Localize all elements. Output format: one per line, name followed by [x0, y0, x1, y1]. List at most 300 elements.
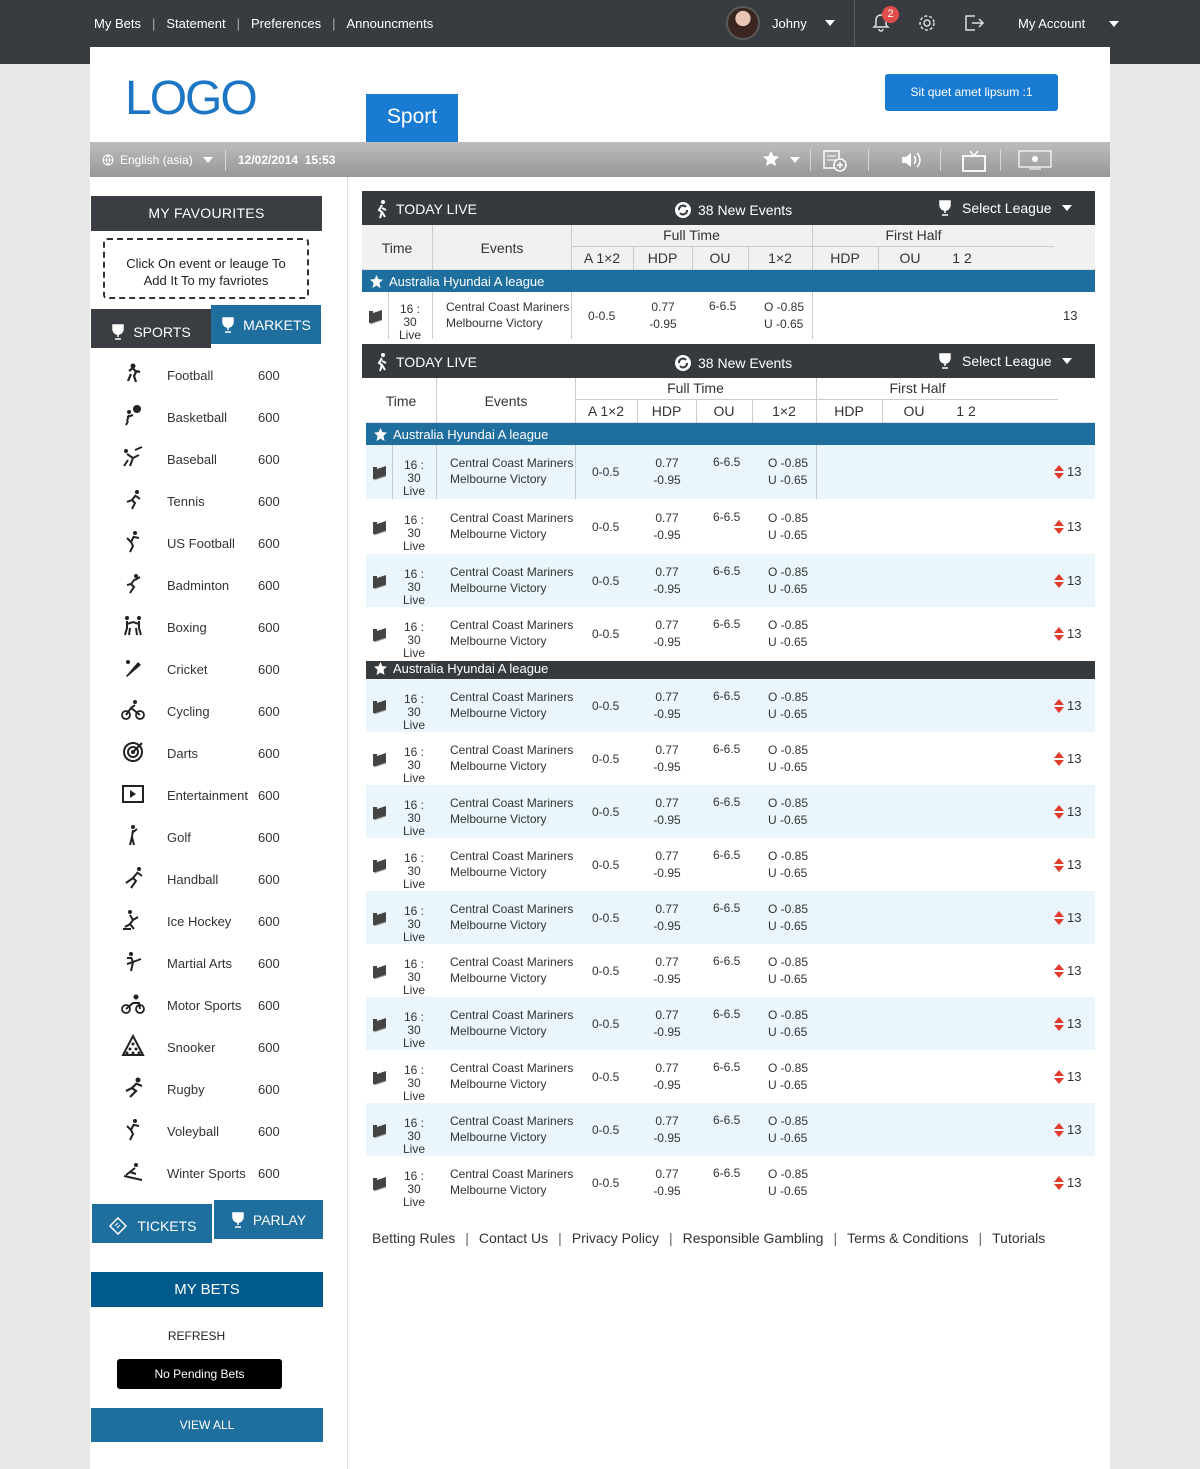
more-markets-count[interactable]: 13 — [1054, 698, 1081, 713]
match-teams[interactable] — [450, 795, 573, 827]
odds-change-icon — [1054, 574, 1064, 588]
match-teams[interactable] — [450, 1060, 573, 1092]
table-row[interactable] — [366, 1050, 1095, 1103]
chevron-down-icon[interactable] — [790, 157, 800, 163]
more-markets-count[interactable]: 13 — [1063, 308, 1078, 323]
odds-hdp[interactable]: 0.77 -0.95 — [653, 565, 681, 596]
sidebar-item-count: 600 — [258, 955, 280, 971]
group-first-half: First Half — [889, 380, 946, 396]
sidebar-item-basketball[interactable] — [91, 396, 322, 438]
odds-over-under[interactable]: O -0.85 U -0.65 — [768, 1008, 809, 1039]
new-events-label[interactable]: 38 New Events — [698, 202, 793, 218]
my-account-menu[interactable] — [1018, 16, 1119, 31]
group-full-time: Full Time — [667, 380, 724, 396]
match-teams[interactable] — [450, 510, 573, 542]
home-team[interactable]: Central Coast Mariners — [450, 1167, 574, 1181]
more-markets-count[interactable]: 13 — [1054, 1175, 1081, 1190]
tab-parlay-label[interactable]: PARLAY — [252, 1211, 307, 1228]
footer-link[interactable]: Terms & Conditions — [847, 1230, 969, 1246]
nav-my-bets[interactable]: My Bets — [94, 16, 141, 31]
home-team[interactable]: Central Coast Mariners — [450, 1008, 574, 1022]
table-row[interactable] — [366, 997, 1095, 1050]
more-markets-count[interactable]: 13 — [1054, 1122, 1081, 1137]
logo[interactable]: LOGO — [125, 72, 256, 125]
tab-markets[interactable] — [211, 305, 321, 344]
sidebar-item-motor-sports[interactable] — [91, 984, 322, 1026]
odds-a12[interactable]: 0-0.5 — [592, 1070, 620, 1084]
runner-icon — [374, 199, 388, 219]
match-teams[interactable] — [450, 564, 573, 596]
refresh-button[interactable]: REFRESH — [167, 1329, 226, 1343]
footer-link[interactable]: Responsible Gambling — [682, 1230, 824, 1246]
odds-over-under[interactable]: O -0.85 U -0.65 — [768, 796, 809, 827]
table-header — [366, 378, 1095, 423]
home-team[interactable]: Central Coast Mariners — [450, 1114, 574, 1128]
odds-ou[interactable]: 6-6.5 — [713, 1060, 741, 1074]
more-markets-count[interactable]: 13 — [1054, 857, 1081, 872]
sidebar-item-baseball[interactable] — [91, 438, 322, 480]
footer-link[interactable]: Privacy Policy — [571, 1230, 659, 1246]
divider — [810, 149, 811, 171]
sidebar-item-count: 600 — [258, 997, 280, 1013]
odds-ou[interactable]: 6-6.5 — [713, 742, 741, 756]
match-time: 16 : 30 Live — [402, 567, 425, 607]
live-stream-icon — [372, 520, 387, 536]
table-row[interactable] — [366, 1103, 1095, 1156]
sidebar-item-count: 600 — [258, 1165, 280, 1181]
col-time: Time — [381, 239, 413, 256]
chevron-down-icon[interactable] — [1062, 205, 1072, 211]
sidebar-item-cricket[interactable] — [91, 648, 322, 690]
tab-parlay[interactable] — [214, 1200, 323, 1239]
sidebar-item-label[interactable]: Winter Sports — [167, 1165, 246, 1181]
select-league-label[interactable]: Select League — [962, 200, 1052, 216]
odds-ou[interactable]: 6-6.5 — [713, 901, 741, 915]
sidebar-item-football[interactable] — [91, 354, 322, 396]
live-stream-icon — [372, 574, 387, 590]
odds-change-icon — [1054, 627, 1064, 641]
away-team[interactable]: Melbourne Victory — [450, 527, 547, 541]
odds-hdp[interactable]: 0.77 -0.95 — [653, 618, 681, 649]
away-team[interactable]: Melbourne Victory — [450, 1130, 547, 1144]
home-team[interactable]: Central Coast Mariners — [450, 565, 574, 579]
match-time: 16 : 30 Live — [398, 302, 421, 342]
chevron-down-icon[interactable] — [203, 157, 213, 163]
odds-hdp[interactable]: 0.77 -0.95 — [653, 743, 681, 774]
match-time: 16 : 30 Live — [402, 1010, 425, 1050]
boxing-icon — [91, 614, 167, 641]
more-markets-count[interactable]: 13 — [1054, 1069, 1081, 1084]
odds-hdp[interactable]: 0.77 -0.95 — [653, 1061, 681, 1092]
away-team[interactable]: Melbourne Victory — [450, 759, 547, 773]
match-teams[interactable] — [450, 689, 573, 721]
avatar[interactable] — [726, 6, 760, 40]
sidebar-item-handball[interactable] — [91, 858, 322, 900]
odds-hdp[interactable]: 0.77 -0.95 — [653, 511, 681, 542]
league-row[interactable] — [362, 270, 1095, 292]
new-events[interactable] — [674, 354, 792, 372]
match-time: 16 : 30 Live — [402, 1116, 425, 1156]
chevron-down-icon[interactable] — [825, 20, 835, 26]
odds-a12[interactable]: 0-0.5 — [592, 1123, 620, 1137]
table-row[interactable] — [362, 292, 1095, 342]
odds-hdp[interactable]: 0.77 -0.95 — [653, 1008, 681, 1039]
sidebar-item-label[interactable]: Ice Hockey — [167, 913, 232, 929]
odds-over-under[interactable]: O -0.85 U -0.65 — [768, 1167, 809, 1198]
odds-change-icon — [1054, 465, 1064, 479]
odds-a12[interactable]: 0-0.5 — [592, 520, 620, 534]
tab-markets-label[interactable]: MARKETS — [243, 316, 311, 333]
logout-icon[interactable] — [963, 13, 985, 33]
star-icon — [374, 428, 387, 441]
sidebar-item-label[interactable]: Basketball — [167, 409, 227, 425]
add-bet-icon[interactable] — [823, 150, 847, 172]
chevron-down-icon[interactable] — [1109, 21, 1119, 27]
odds-over-under[interactable]: O -0.85 U -0.65 — [768, 955, 809, 986]
more-markets-count[interactable]: 13 — [1054, 573, 1081, 588]
footer: Betting Rules | Contact Us | Privacy Policy | Responsible Gambling | Terms & Conditions | Tutorials — [372, 1230, 1046, 1246]
table-row[interactable] — [366, 499, 1095, 554]
sidebar-item-label[interactable]: Handball — [167, 871, 219, 887]
table-row[interactable] — [366, 732, 1095, 785]
tab-sports[interactable] — [91, 309, 211, 348]
nav-preferences[interactable]: Preferences — [251, 16, 322, 31]
match-time: 16 : 30 Live — [402, 692, 425, 732]
odds-a12[interactable]: 0-0.5 — [592, 1176, 620, 1190]
odds-a12[interactable]: 0-0.5 — [592, 858, 620, 872]
odds-a12[interactable]: 0-0.5 — [592, 805, 620, 819]
odds-change-icon — [1054, 858, 1064, 872]
language-value[interactable]: English (asia) — [120, 153, 193, 167]
date-value: 12/02/2014 — [238, 153, 299, 167]
sidebar-item-count: 600 — [258, 1039, 280, 1055]
new-events[interactable] — [674, 201, 792, 219]
live-header — [362, 191, 1095, 225]
monitor-icon[interactable] — [1018, 150, 1052, 170]
odds-hdp[interactable]: 0.77 -0.95 — [653, 1114, 681, 1145]
match-teams[interactable] — [450, 455, 573, 487]
winter-sports-icon — [91, 1160, 167, 1187]
sidebar-item-label[interactable]: Darts — [167, 745, 199, 761]
promo-button[interactable]: Sit quet amet lipsum :1 — [885, 74, 1058, 111]
language-select[interactable] — [102, 153, 213, 167]
more-markets-count[interactable]: 13 — [1054, 464, 1081, 479]
refresh-icon — [674, 354, 692, 372]
match-teams[interactable] — [450, 901, 573, 933]
odds-hdp[interactable]: 0.77 -0.95 — [653, 456, 681, 487]
away-team[interactable]: Melbourne Victory — [450, 812, 547, 826]
live-stream-icon — [372, 911, 387, 927]
odds-a12[interactable]: 0-0.5 — [588, 309, 616, 323]
live-stream-icon — [372, 805, 387, 821]
footer-link[interactable]: Betting Rules — [372, 1230, 456, 1246]
away-team[interactable]: Melbourne Victory — [450, 1077, 547, 1091]
home-team[interactable]: Central Coast Mariners — [450, 618, 574, 632]
match-time: 16 : 30 Live — [402, 513, 425, 553]
odds-hdp[interactable]: 0.77 -0.95 — [653, 690, 681, 721]
sidebar-item-golf[interactable] — [91, 816, 322, 858]
away-team[interactable]: Melbourne Victory — [450, 706, 547, 720]
odds-a12[interactable]: 0-0.5 — [592, 1017, 620, 1031]
odds-a12[interactable]: 0-0.5 — [592, 964, 620, 978]
table-row[interactable] — [366, 445, 1095, 499]
tab-tickets[interactable] — [92, 1204, 212, 1243]
live-header — [362, 344, 1095, 378]
baseball-icon — [91, 446, 167, 473]
sidebar-tabs — [91, 309, 322, 348]
sidebar-item-label[interactable]: Motor Sports — [167, 997, 242, 1013]
star-icon — [370, 275, 383, 288]
odds-ou[interactable]: 6-6.5 — [713, 1166, 741, 1180]
league-name[interactable]: Australia Hyundai A league — [393, 660, 549, 676]
match-teams[interactable] — [450, 1113, 573, 1145]
sidebar-item-label[interactable]: Badminton — [167, 577, 230, 593]
datetime — [238, 153, 335, 167]
odds-over-under[interactable]: O -0.85 U -0.65 — [764, 300, 805, 331]
sidebar-item-label[interactable]: Snooker — [167, 1039, 216, 1055]
table-row[interactable] — [366, 891, 1095, 944]
user-name[interactable]: Johny — [772, 15, 807, 31]
sidebar-item-darts[interactable] — [91, 732, 322, 774]
odds-change-icon — [1054, 1070, 1064, 1084]
sub-col: A 1×2 — [587, 403, 625, 419]
sidebar-item-label[interactable]: Cricket — [167, 661, 208, 677]
divider — [1000, 149, 1001, 171]
tab-sports-label[interactable]: SPORTS — [133, 323, 191, 340]
group-first-half: First Half — [885, 227, 942, 243]
match-teams[interactable] — [450, 617, 573, 649]
view-all-button[interactable]: VIEW ALL — [91, 1408, 323, 1442]
odds-over-under[interactable]: O -0.85 U -0.65 — [768, 690, 809, 721]
odds-over-under[interactable]: O -0.85 U -0.65 — [768, 565, 809, 596]
odds-a12[interactable]: 0-0.5 — [592, 465, 620, 479]
sidebar-item-boxing[interactable] — [91, 606, 322, 648]
odds-over-under[interactable]: O -0.85 U -0.65 — [768, 1061, 809, 1092]
home-team[interactable]: Central Coast Mariners — [450, 743, 574, 757]
home-team[interactable]: Central Coast Mariners — [450, 690, 574, 704]
sidebar-item-snooker[interactable] — [91, 1026, 322, 1068]
match-time: 16 : 30 Live — [402, 851, 425, 891]
more-markets-count[interactable]: 13 — [1054, 1016, 1081, 1031]
sidebar-item-entertainment[interactable] — [91, 774, 322, 816]
match-teams[interactable] — [450, 1166, 573, 1198]
odds-a12[interactable]: 0-0.5 — [592, 911, 620, 925]
nav-announcements[interactable]: Announcments — [346, 16, 434, 31]
sidebar-item-label[interactable]: Football — [167, 367, 214, 383]
tab-tickets-label[interactable]: TICKETS — [137, 1217, 197, 1234]
cycling-icon — [91, 698, 167, 725]
odds-change-icon — [1054, 699, 1064, 713]
more-markets-count[interactable]: 13 — [1054, 910, 1081, 925]
more-markets-count[interactable]: 13 — [1054, 519, 1081, 534]
odds-ou[interactable]: 6-6.5 — [713, 564, 741, 578]
sport-list — [91, 354, 322, 1194]
sidebar-item-voleyball[interactable] — [91, 1110, 322, 1152]
odds-over-under[interactable]: O -0.85 U -0.65 — [768, 456, 809, 487]
sidebar-item-count: 600 — [258, 871, 280, 887]
table-row[interactable] — [366, 944, 1095, 997]
odds-ou[interactable]: 6-6.5 — [713, 1113, 741, 1127]
select-league-label[interactable]: Select League — [962, 353, 1052, 369]
runner-icon — [374, 352, 388, 372]
more-markets-count[interactable]: 13 — [1054, 963, 1081, 978]
live-section — [362, 344, 1095, 1209]
more-markets-count[interactable]: 13 — [1054, 626, 1081, 641]
my-account-label[interactable]: My Account — [1018, 16, 1086, 31]
nav-statement[interactable]: Statement — [166, 16, 226, 31]
away-team[interactable]: Melbourne Victory — [446, 316, 543, 330]
sidebar-item-count: 600 — [258, 787, 280, 803]
away-team[interactable]: Melbourne Victory — [450, 1024, 547, 1038]
league-name[interactable]: Australia Hyundai A league — [393, 426, 549, 442]
odds-over-under[interactable]: O -0.85 U -0.65 — [768, 902, 809, 933]
snooker-icon — [91, 1034, 167, 1061]
home-team[interactable]: Central Coast Mariners — [450, 511, 574, 525]
new-events-label[interactable]: 38 New Events — [698, 355, 793, 371]
my-bets-title: MY BETS — [91, 1272, 323, 1307]
sub-col: OU — [899, 250, 921, 266]
home-team[interactable]: Central Coast Mariners — [450, 849, 574, 863]
odds-hdp[interactable]: 0.77 -0.95 — [653, 902, 681, 933]
sidebar-item-winter-sports[interactable] — [91, 1152, 322, 1194]
odds-ou[interactable]: 6-6.5 — [713, 954, 741, 968]
tv-icon[interactable] — [962, 150, 986, 172]
home-team[interactable]: Central Coast Mariners — [450, 902, 574, 916]
odds-ou[interactable]: 6-6.5 — [713, 455, 741, 469]
volume-icon[interactable] — [900, 150, 922, 170]
league-row[interactable] — [366, 423, 1095, 445]
gear-icon[interactable] — [917, 13, 937, 33]
odds-hdp[interactable]: 0.77 -0.95 — [653, 849, 681, 880]
odds-hdp[interactable]: 0.77 -0.95 — [653, 796, 681, 827]
odds-over-under[interactable]: O -0.85 U -0.65 — [768, 743, 809, 774]
sub-col: OU — [709, 250, 731, 266]
table-row[interactable] — [366, 1156, 1095, 1209]
odds-hdp[interactable]: 0.77 -0.95 — [653, 955, 681, 986]
table-row[interactable] — [366, 785, 1095, 838]
home-team[interactable]: Central Coast Mariners — [450, 955, 574, 969]
select-league-dropdown[interactable] — [938, 200, 1072, 216]
away-team[interactable]: Melbourne Victory — [450, 865, 547, 879]
table-row[interactable] — [366, 679, 1095, 732]
golf-icon — [91, 824, 167, 851]
league-name[interactable]: Australia Hyundai A league — [389, 273, 545, 289]
odds-ou[interactable]: 6-6.5 — [713, 795, 741, 809]
sidebar-item-label[interactable]: Entertainment — [167, 787, 248, 803]
match-teams[interactable] — [450, 848, 573, 880]
odds-a12[interactable]: 0-0.5 — [592, 627, 620, 641]
favourites-drop-zone[interactable] — [103, 238, 309, 299]
group-full-time: Full Time — [663, 227, 720, 243]
match-teams[interactable] — [446, 299, 569, 331]
trophy-icon — [938, 200, 952, 216]
away-team[interactable]: Melbourne Victory — [450, 634, 547, 648]
tab-sport[interactable]: Sport — [366, 94, 458, 142]
sidebar-item-rugby[interactable] — [91, 1068, 322, 1110]
sidebar-item-us-football[interactable] — [91, 522, 322, 564]
odds-a12[interactable]: 0-0.5 — [592, 699, 620, 713]
away-team[interactable]: Melbourne Victory — [450, 1183, 547, 1197]
live-stream-icon — [368, 309, 383, 325]
match-teams[interactable] — [450, 742, 573, 774]
home-team[interactable]: Central Coast Mariners — [450, 796, 574, 810]
home-team[interactable]: Central Coast Mariners — [446, 300, 570, 314]
odds-ou[interactable]: 6-6.5 — [709, 299, 737, 313]
star-icon[interactable] — [762, 150, 780, 168]
footer-link[interactable]: Tutorials — [992, 1230, 1046, 1246]
sidebar-item-martial-arts[interactable] — [91, 942, 322, 984]
odds-change-icon — [1054, 911, 1064, 925]
odds-ou[interactable]: 6-6.5 — [713, 689, 741, 703]
sidebar-item-label[interactable]: Voleyball — [167, 1123, 220, 1139]
odds-over-under[interactable]: O -0.85 U -0.65 — [768, 618, 809, 649]
sidebar-item-label[interactable]: Boxing — [167, 619, 207, 635]
away-team[interactable]: Melbourne Victory — [450, 918, 547, 932]
away-team[interactable]: Melbourne Victory — [450, 472, 547, 486]
sidebar-item-label[interactable]: Martial Arts — [167, 955, 233, 971]
sidebar-item-badminton[interactable] — [91, 564, 322, 606]
sub-col: HDP — [834, 403, 864, 419]
table-row[interactable] — [366, 607, 1095, 661]
sub-col: OU — [713, 403, 735, 419]
sidebar-item-label[interactable]: Golf — [167, 829, 191, 845]
odds-over-under[interactable]: O -0.85 U -0.65 — [768, 1114, 809, 1145]
odds-over-under[interactable]: O -0.85 U -0.65 — [768, 511, 809, 542]
more-markets-count[interactable]: 13 — [1054, 751, 1081, 766]
odds-ou[interactable]: 6-6.5 — [713, 510, 741, 524]
user-menu[interactable] — [726, 6, 835, 40]
home-team[interactable]: Central Coast Mariners — [450, 456, 574, 470]
odds-a12[interactable]: 0-0.5 — [592, 752, 620, 766]
sidebar-item-count: 600 — [258, 1081, 280, 1097]
footer-link[interactable]: Contact Us — [478, 1230, 549, 1246]
match-teams[interactable] — [450, 1007, 573, 1039]
odds-hdp[interactable]: 0.77 -0.95 — [653, 1167, 681, 1198]
chevron-down-icon[interactable] — [1062, 358, 1072, 364]
more-markets-count[interactable]: 13 — [1054, 804, 1081, 819]
sidebar-item-tennis[interactable] — [91, 480, 322, 522]
odds-over-under[interactable]: O -0.85 U -0.65 — [768, 849, 809, 880]
sidebar-item-ice-hockey[interactable] — [91, 900, 322, 942]
sidebar-item-label[interactable]: Tennis — [167, 493, 205, 509]
sidebar-item-cycling[interactable] — [91, 690, 322, 732]
odds-hdp[interactable]: 0.77 -0.95 — [649, 300, 677, 331]
sidebar — [91, 177, 323, 1442]
sidebar-item-label[interactable]: US Football — [167, 535, 235, 551]
sidebar-item-label[interactable]: Cycling — [167, 703, 210, 719]
away-team[interactable]: Melbourne Victory — [450, 971, 547, 985]
martial-arts-icon — [91, 950, 167, 977]
match-teams[interactable] — [450, 954, 573, 986]
away-team[interactable]: Melbourne Victory — [450, 581, 547, 595]
entertainment-icon — [91, 782, 167, 809]
table-row[interactable] — [366, 554, 1095, 607]
table-header — [362, 225, 1095, 270]
select-league-dropdown[interactable] — [938, 353, 1072, 369]
sidebar-item-label[interactable]: Baseball — [167, 451, 217, 467]
sub-col: HDP — [647, 250, 678, 266]
odds-ou[interactable]: 6-6.5 — [713, 1007, 741, 1021]
home-team[interactable]: Central Coast Mariners — [450, 1061, 574, 1075]
col-events: Events — [480, 239, 524, 256]
odds-a12[interactable]: 0-0.5 — [592, 574, 620, 588]
darts-icon — [91, 740, 167, 767]
live-stream-icon — [372, 1070, 387, 1086]
sidebar-item-label[interactable]: Rugby — [167, 1081, 205, 1097]
odds-ou[interactable]: 6-6.5 — [713, 848, 741, 862]
table-row[interactable] — [366, 838, 1095, 891]
odds-ou[interactable]: 6-6.5 — [713, 617, 741, 631]
